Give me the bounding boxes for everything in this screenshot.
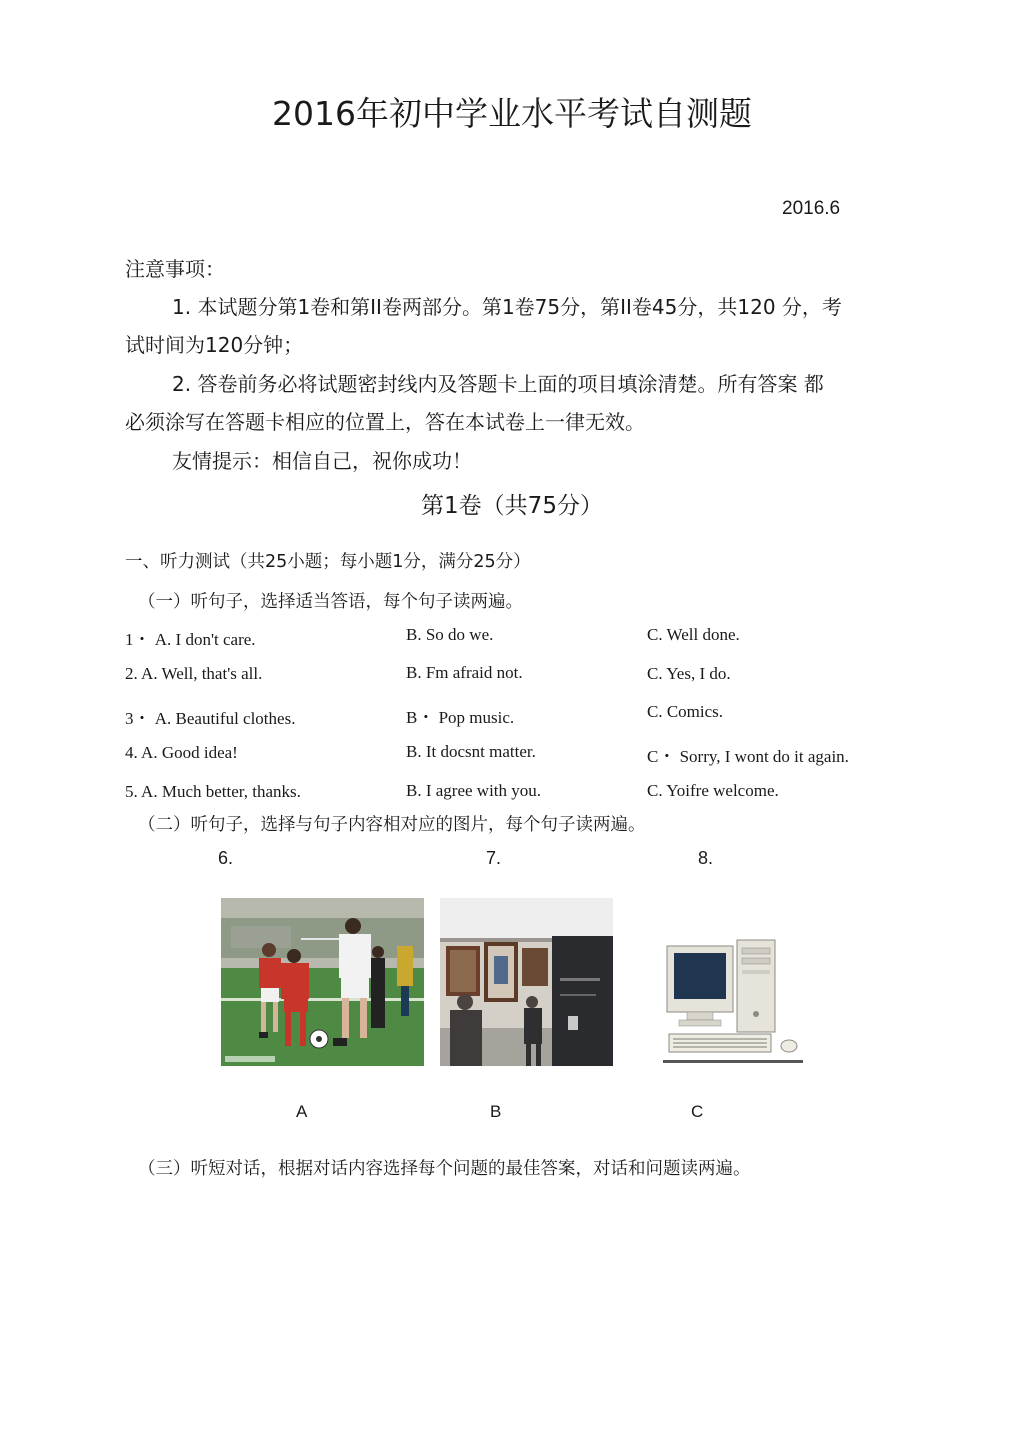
- part-1-instruction: （一）听句子，选择适当答语，每个句子读两遍。: [138, 592, 523, 612]
- gallery-scene-icon: [440, 898, 613, 1066]
- question-5-option-b: B. I agree with you.: [406, 781, 542, 800]
- picture-a-football-image: [221, 898, 424, 1066]
- page-title: 2016年初中学业水平考试自测题: [272, 94, 752, 133]
- question-4-option-c: C・ Sorry, I wont do it again.: [647, 747, 849, 766]
- question-1-option-a: 1・ A. I don't care.: [125, 630, 256, 649]
- notice-heading: 注意事项：: [125, 257, 225, 281]
- question-4-option-a: 4. A. Good idea!: [125, 743, 238, 762]
- question-3-option-c: C. Comics.: [647, 702, 724, 721]
- question-1-option-b: B. So do we.: [406, 625, 494, 644]
- notice-item-1-line-1: 1. 本试题分第1卷和第II卷两部分。第1卷75分，第II卷45分，共120 分，考: [172, 295, 842, 319]
- picture-c-computer-image: [663, 936, 803, 1066]
- question-2-option-b: B. Fm afraid not.: [406, 663, 523, 682]
- football-scene-icon: [221, 898, 424, 1066]
- question-2-option-a: 2. A. Well, that's all.: [125, 664, 263, 683]
- picture-number-7: 7.: [486, 848, 502, 868]
- part-2-instruction: （二）听句子，选择与句子内容相对应的图片，每个句子读两遍。: [138, 815, 646, 835]
- question-4-option-b: B. It docsnt matter.: [406, 742, 536, 761]
- picture-label-b: B: [490, 1102, 502, 1121]
- picture-number-8: 8.: [698, 848, 714, 868]
- notice-item-2-line-2: 必须涂写在答题卡相应的位置上，答在本试卷上一律无效。: [125, 410, 645, 434]
- picture-label-a: A: [296, 1102, 308, 1121]
- question-5-option-c: C. Yoifre welcome.: [647, 781, 779, 800]
- question-5-option-a: 5. A. Much better, thanks.: [125, 782, 301, 801]
- volume-title: 第1卷（共75分）: [421, 493, 603, 519]
- computer-icon: [663, 936, 803, 1066]
- notice-tip: 友情提示：相信自己，祝你成功！: [172, 449, 472, 473]
- question-3-option-a: 3・ A. Beautiful clothes.: [125, 709, 296, 728]
- part-3-instruction: （三）听短对话，根据对话内容选择每个问题的最佳答案，对话和问题读两遍。: [138, 1159, 751, 1179]
- question-3-option-b: B・ Pop music.: [406, 708, 515, 727]
- picture-number-6: 6.: [218, 848, 234, 868]
- section-heading: 一、听力测试（共25小题；每小题1分，满分25分）: [125, 552, 531, 572]
- picture-label-c: C: [691, 1102, 704, 1121]
- question-2-option-c: C. Yes, I do.: [647, 664, 731, 683]
- question-1-option-c: C. Well done.: [647, 625, 740, 644]
- picture-b-gallery-image: [440, 898, 613, 1066]
- notice-item-1-line-2: 试时间为120分钟；: [125, 333, 304, 357]
- notice-item-2-line-1: 2. 答卷前务必将试题密封线内及答题卡上面的项目填涂清楚。所有答案 都: [172, 372, 824, 396]
- exam-date: 2016.6: [782, 198, 841, 219]
